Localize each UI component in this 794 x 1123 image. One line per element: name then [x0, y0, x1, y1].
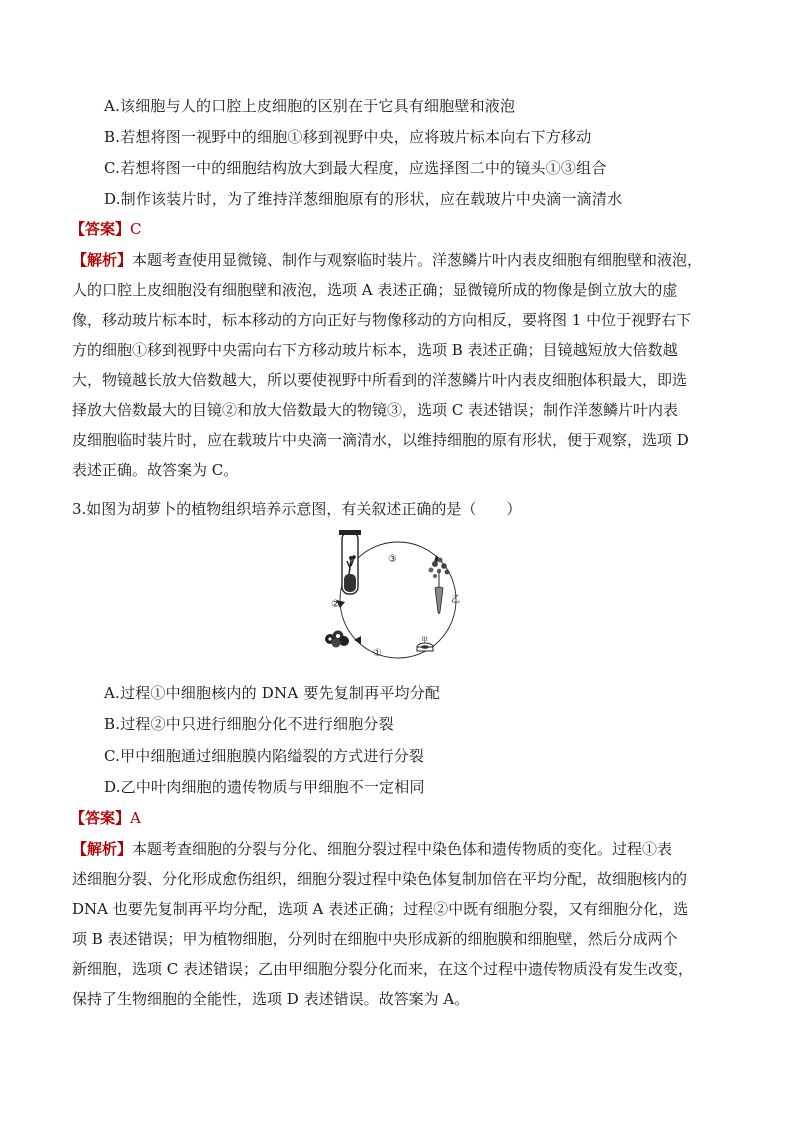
q3-option-d: D.乙中叶肉细胞的遗传物质与甲细胞不一定相同: [104, 778, 425, 796]
q2-analysis-line: 大，物镜越长放大倍数越大，所以要使视野中所看到的洋葱鳞片叶内表皮细胞体积最大，即选: [72, 371, 688, 389]
q2-analysis-line: 皮细胞临时装片时，应在载玻片中央滴一滴清水，以维持细胞的原有形状，便于观察，选项 D: [72, 431, 689, 449]
q2-answer: [70, 219, 142, 239]
q3-option-c: C.甲中细胞通过细胞膜内陷缢裂的方式进行分裂: [104, 747, 425, 765]
q2-analysis-line: 择放大倍数最大的目镜②和放大倍数最大的物镜③，选项 C 表述错误；制作洋葱鳞片叶内表: [72, 401, 679, 419]
q2-option-d: D.制作该装片时，为了维持洋葱细胞原有的形状，应在载玻片中央滴一滴清水: [104, 190, 623, 208]
step-1-label: ①: [373, 648, 382, 659]
tissue-culture-diagram: [318, 530, 478, 660]
step-2-label: ②: [331, 599, 340, 610]
q3-option-b: B.过程②中只进行细胞分化不进行细胞分裂: [104, 715, 394, 733]
q3-answer-value: A: [130, 809, 141, 827]
q3-analysis-line: 【解析】本题考查细胞的分裂与分化、细胞分裂过程中染色体和遗传物质的变化。过程①表: [72, 840, 673, 858]
q2-analysis-line: 【解析】本题考查使用显微镜、制作与观察临时装片。洋葱鳞片叶内表皮细胞有细胞壁和液泡，: [72, 251, 703, 269]
q2-analysis: [72, 245, 722, 485]
q3-answer: [70, 808, 141, 828]
q2-analysis-line: 人的口腔上皮细胞没有细胞壁和液泡，选项 A 表述正确；显微镜所成的物像是倒立放大的虚: [72, 281, 678, 299]
q3-analysis-line: 述细胞分裂、分化形成愈伤组织，细胞分裂过程中染色体复制加倍在平均分配，故细胞核内的: [72, 870, 688, 888]
q2-answer-tag: 【答案】: [70, 220, 131, 238]
q3-analysis-line: 新细胞，选项 C 表述错误；乙由甲细胞分裂分化而来，在这个过程中遗传物质没有发生改变，: [72, 960, 694, 978]
q2-answer-value: C: [130, 220, 142, 238]
test-tube: [339, 530, 361, 594]
carrot-plant: [429, 558, 450, 614]
q2-analysis-line: 方的细胞①移到视野中央需向右下方移动玻片标本，选项 B 表述正确；目镜越短放大倍数越: [72, 341, 678, 359]
q2-analysis-tag: 【解析】: [72, 251, 133, 269]
q2-option-c: C.若想将图一中的细胞结构放大到最大程度，应选择图二中的镜头①③组合: [104, 159, 607, 177]
q3-option-a: A.过程①中细胞核内的 DNA 要先复制再平均分配: [104, 684, 441, 702]
q3-answer-tag: 【答案】: [70, 809, 131, 827]
q2-analysis-line: 像，移动玻片标本时，标本移动的方向正好与物像移动的方向相反，要将图 1 中位于视野右下: [72, 311, 692, 329]
q3-stem: 3.如图为胡萝卜的植物组织培养示意图，有关叙述正确的是（ ）: [72, 500, 522, 518]
q3-analysis: [72, 834, 722, 1014]
cell-cluster: [325, 631, 349, 648]
arrow-head-1: [354, 636, 361, 644]
q2-analysis-line: 表述正确。故答案为 C。: [72, 461, 239, 479]
q3-analysis-line: 保持了生物细胞的全能性，选项 D 表述错误。故答案为 A。: [72, 990, 470, 1008]
jia-label: 甲: [421, 636, 428, 644]
q2-option-a: A.该细胞与人的口腔上皮细胞的区别在于它具有细胞壁和液泡: [104, 97, 516, 115]
q3-analysis-line: DNA 也要先复制再平均分配，选项 A 表述正确；过程②中既有细胞分裂，又有细胞分化，选: [72, 900, 689, 918]
petri-dish: [417, 643, 433, 651]
q2-option-b: B.若想将图一视野中的细胞①移到视野中央，应将玻片标本向右下方移动: [104, 128, 592, 146]
step-3-label: ③: [388, 554, 397, 565]
yi-label: 乙: [451, 595, 461, 605]
q3-analysis-tag: 【解析】: [72, 840, 133, 858]
q3-analysis-line: 项 B 表述错误；甲为植物细胞，分列时在细胞中央形成新的细胞膜和细胞壁，然后分成两个: [72, 930, 678, 948]
